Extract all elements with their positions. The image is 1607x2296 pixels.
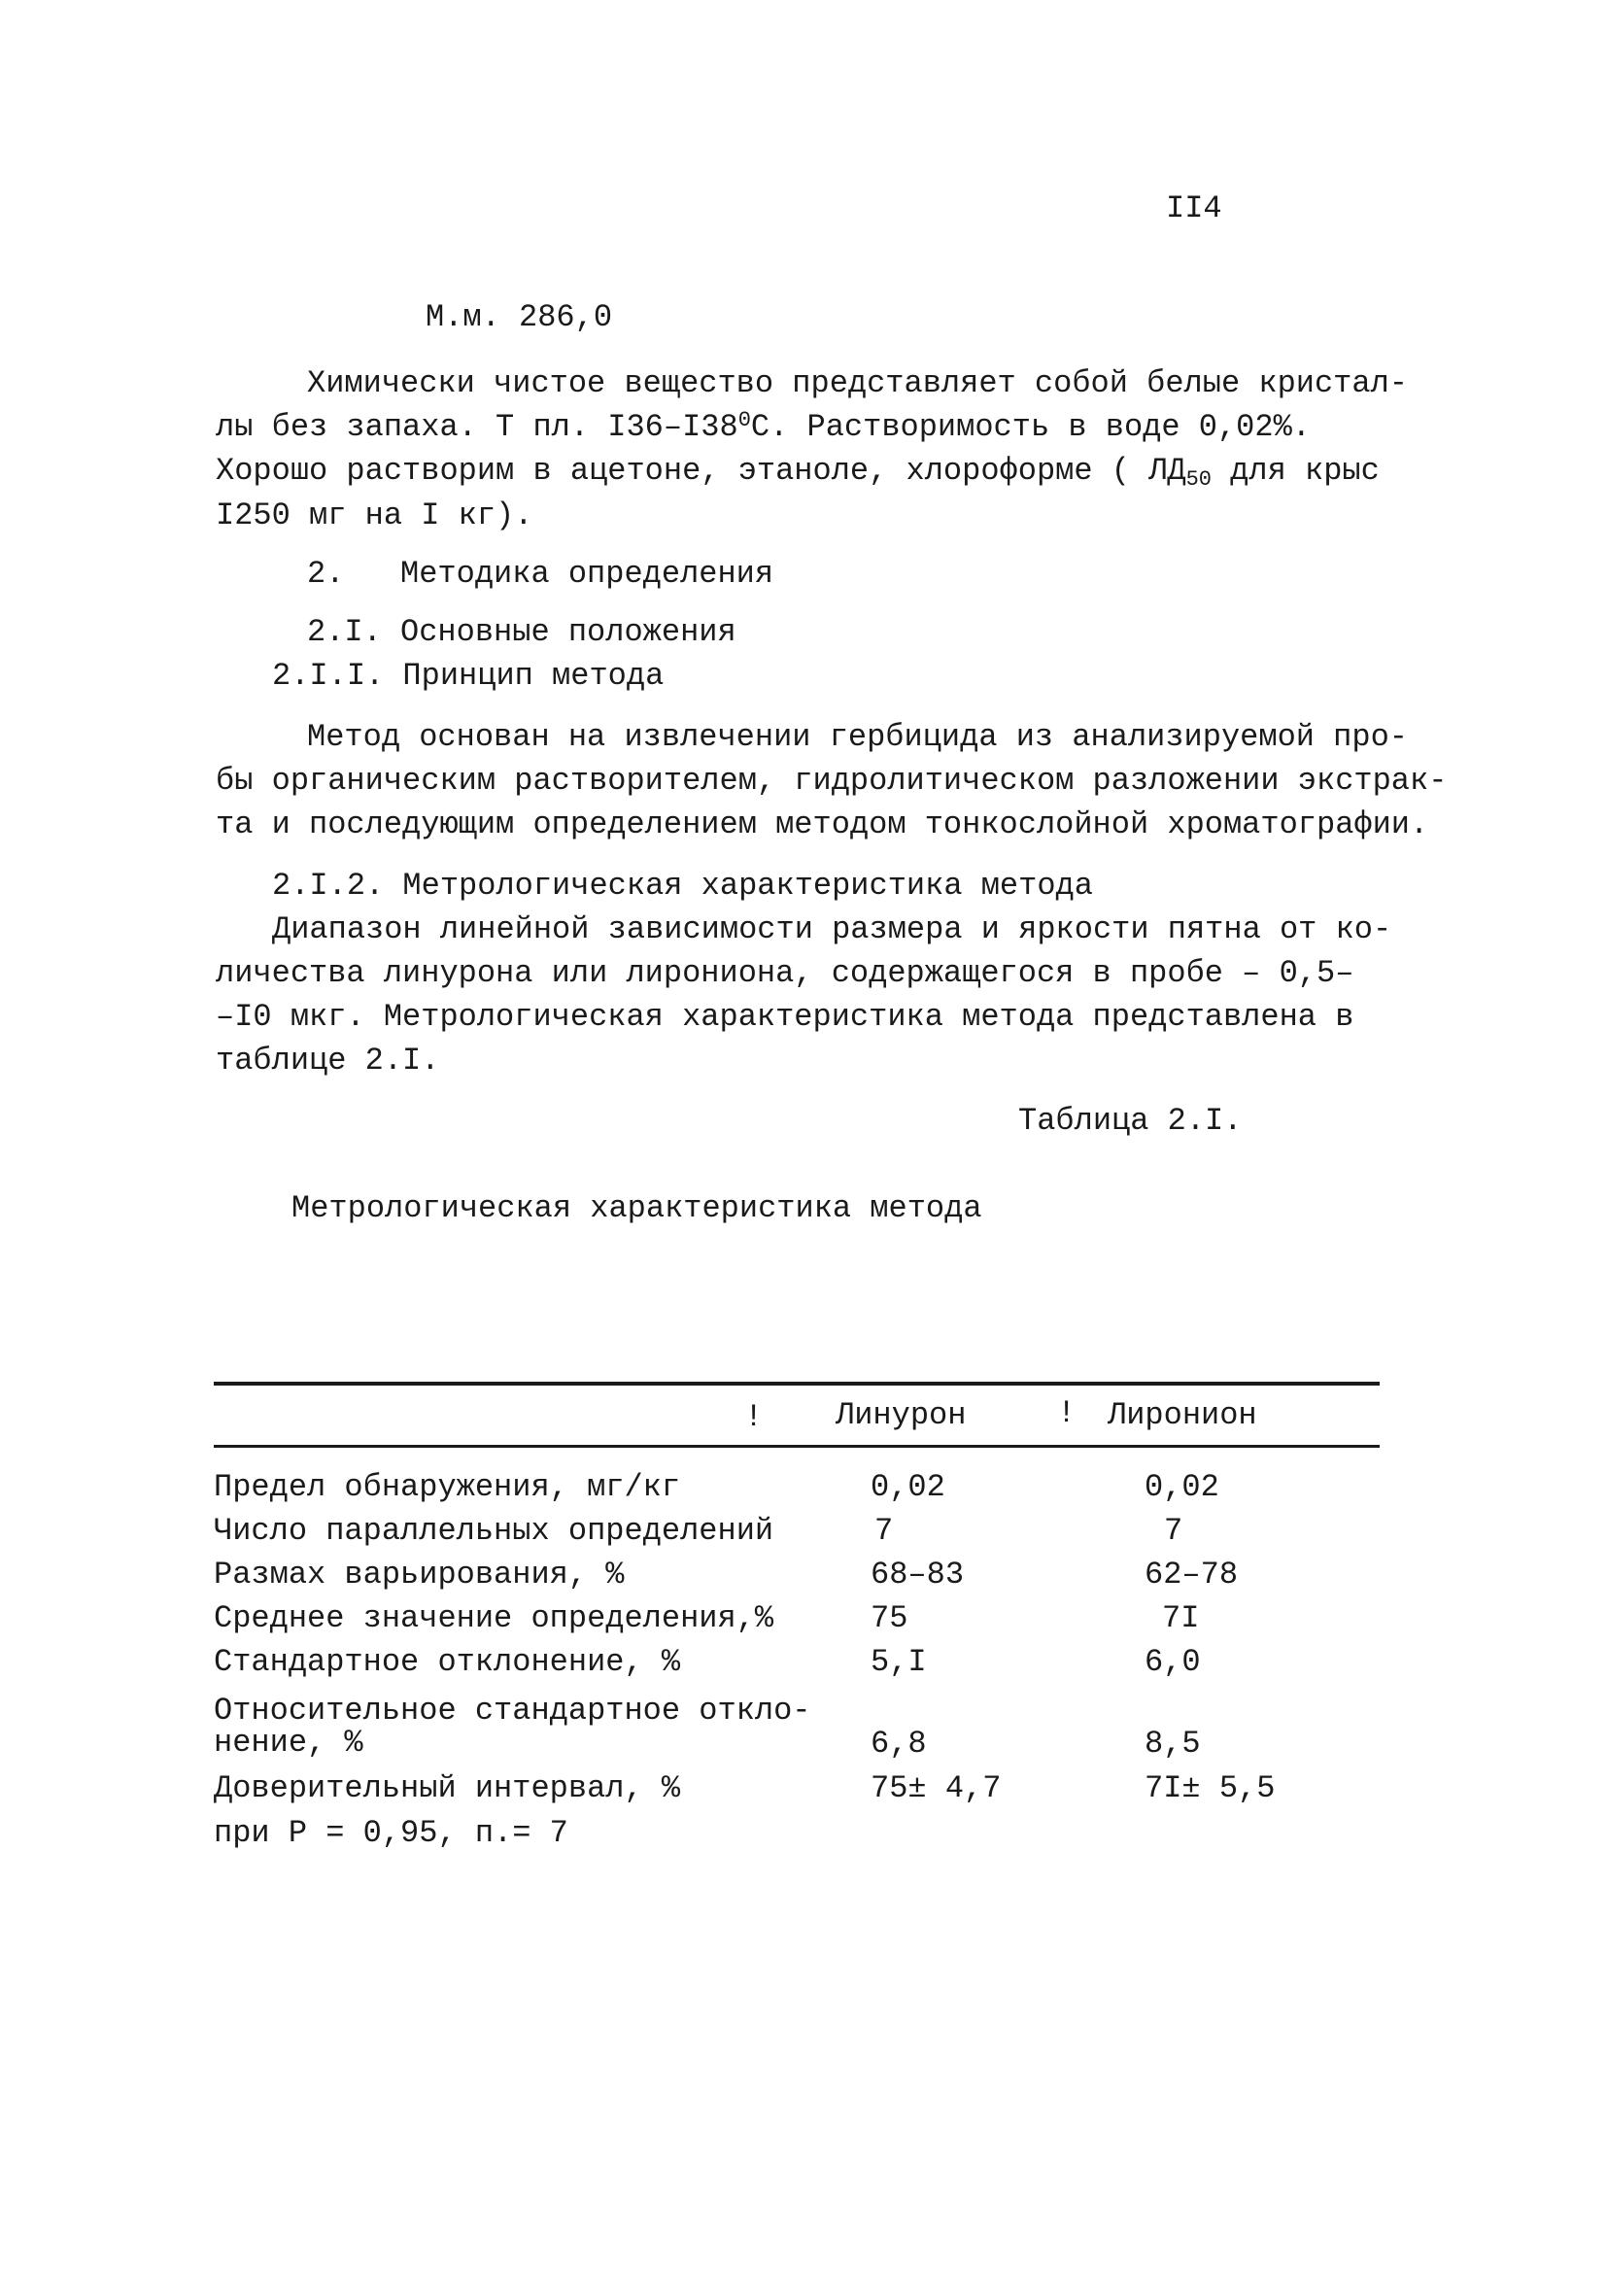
row-value-linuron: 7 <box>874 1513 894 1549</box>
row-label-line-2: нение, % <box>214 1725 363 1761</box>
row-value-lironion: 7I± 5,5 <box>1145 1770 1276 1806</box>
table-header-lironion: Лиронион <box>1108 1397 1257 1433</box>
row-label-line-1: Относительное стандартное откло- <box>214 1693 811 1729</box>
principle-line-2: бы органическим растворителем, гидролитическом разложении экстрак- <box>216 763 1448 799</box>
ld50-subscript: 50 <box>1185 467 1212 492</box>
table-header-separator-1: ! <box>744 1399 764 1435</box>
range-line-4: таблице 2.I. <box>216 1043 440 1079</box>
description-line-1: Химически чистое вещество представляет собой белые кристал- <box>307 365 1408 401</box>
row-value-linuron: 68–83 <box>871 1557 965 1593</box>
row-value-linuron: 75± 4,7 <box>871 1770 1002 1806</box>
row-value-lironion: 0,02 <box>1145 1469 1219 1505</box>
description-line-3-a: Хорошо растворим в ацетоне, этаноле, хлороформе ( ЛД <box>216 453 1186 489</box>
description-line-3-b: для крыс <box>1211 453 1380 489</box>
range-line-1: Диапазон линейной зависимости размера и яркости пятна от ко- <box>272 911 1392 947</box>
section-2-heading: 2. Методика определения <box>307 556 774 592</box>
confidence-note: при Р = 0,95, п.= 7 <box>214 1815 568 1851</box>
row-label: Среднее значение определения,% <box>214 1600 774 1636</box>
description-line-2-b: С. Растворимость в воде 0,02%. <box>750 409 1311 445</box>
section-2-1-1-heading: 2.I.I. Принцип метода <box>272 658 665 694</box>
description-line-2-a: лы без запаха. Т пл. I36–I38 <box>216 409 738 445</box>
row-label: Предел обнаружения, мг/кг <box>214 1469 681 1505</box>
description-line-2 <box>216 409 1311 449</box>
table-title: Метрологическая характеристика метода <box>291 1190 982 1226</box>
description-line-3 <box>216 453 1380 493</box>
range-line-2: личества линурона или лирониона, содержащегося в пробе – 0,5– <box>216 955 1354 991</box>
row-value-linuron: 0,02 <box>871 1469 945 1505</box>
principle-line-1: Метод основан на извлечении гербицида из анализируемой про- <box>307 719 1408 755</box>
row-value-linuron: 6,8 <box>871 1726 927 1762</box>
row-value-lironion: 8,5 <box>1145 1726 1201 1762</box>
row-value-lironion: 62–78 <box>1145 1557 1239 1593</box>
row-label: Размах варьирования, % <box>214 1557 625 1593</box>
row-label: Доверительный интервал, % <box>214 1770 681 1806</box>
degree-superscript: 0 <box>737 408 751 432</box>
row-value-lironion: 7I <box>1162 1600 1200 1636</box>
row-label: Стандартное отклонение, % <box>214 1644 681 1680</box>
molecular-mass: М.м. 286,0 <box>426 299 613 335</box>
row-value-linuron: 75 <box>871 1600 908 1636</box>
table-header-linuron: Линурон <box>836 1397 967 1433</box>
range-line-3: –I0 мкг. Метрологическая характеристика метода представлена в <box>216 999 1354 1035</box>
row-value-linuron: 5,I <box>871 1644 927 1680</box>
row-value-lironion: 6,0 <box>1145 1644 1201 1680</box>
table-label: Таблица 2.I. <box>1018 1103 1243 1139</box>
row-label: Число параллельных определений <box>214 1513 774 1549</box>
section-2-1-2-heading: 2.I.2. Метрологическая характеристика метода <box>272 868 1093 904</box>
table-header-rule <box>214 1445 1380 1448</box>
table-top-rule <box>214 1382 1380 1386</box>
table-header-separator-2: ! <box>1057 1395 1077 1431</box>
section-2-1-heading: 2.I. Основные положения <box>307 614 736 650</box>
page-number: II4 <box>1166 190 1222 226</box>
description-line-4: I250 мг на I кг). <box>216 497 533 533</box>
row-value-lironion: 7 <box>1164 1513 1183 1549</box>
principle-line-3: та и последующим определением методом тонкослойной хроматографии. <box>216 806 1429 842</box>
